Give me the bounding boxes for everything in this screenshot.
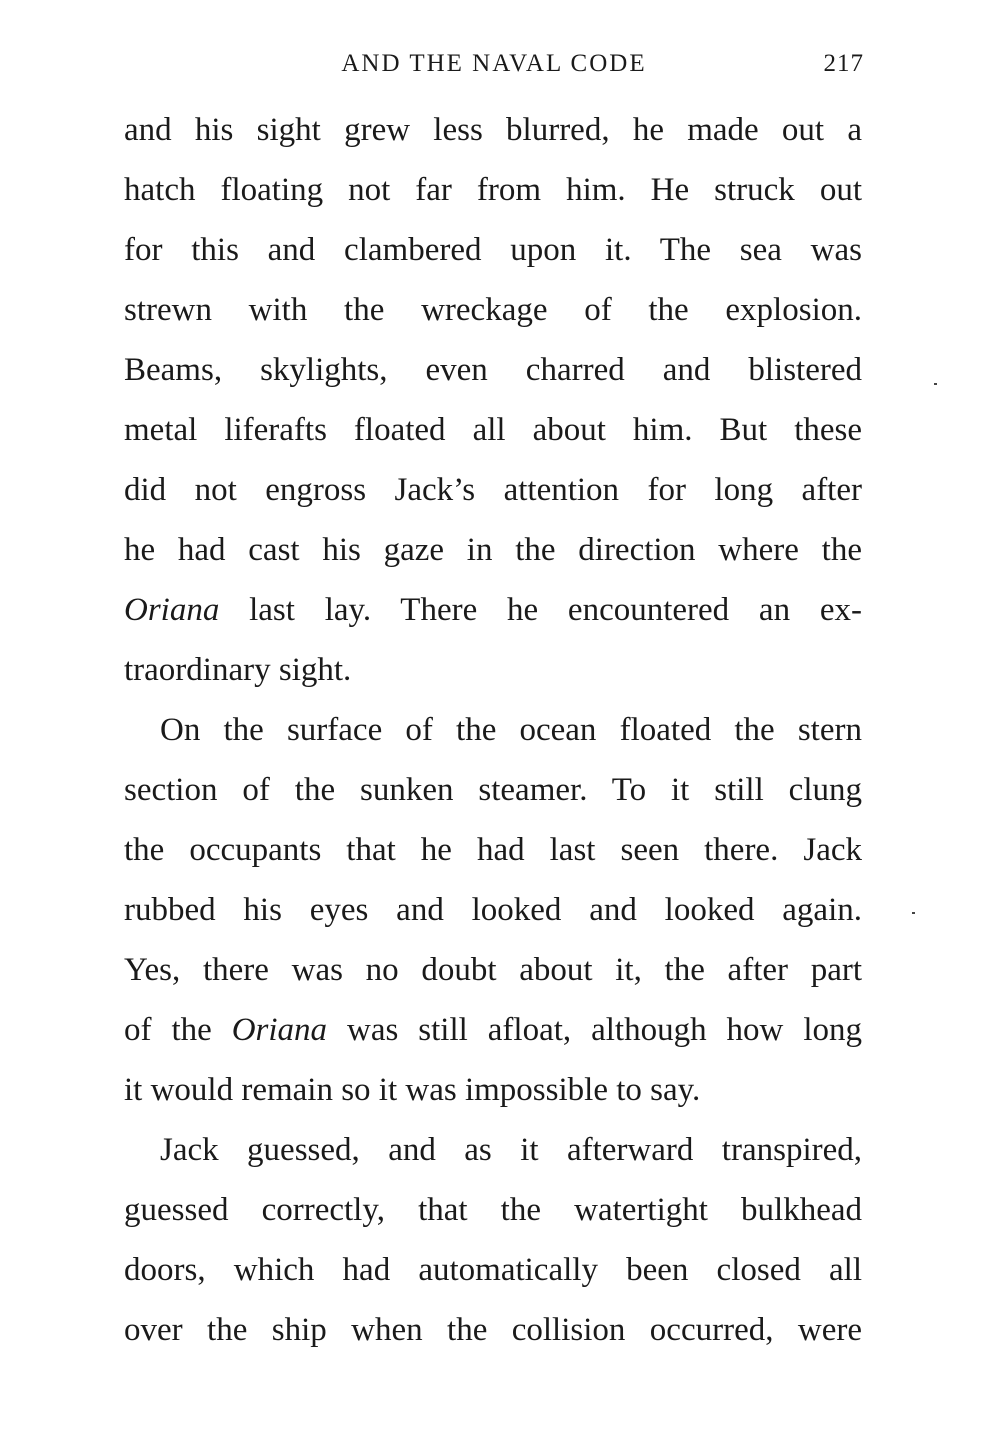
running-head <box>124 50 864 86</box>
line-text: of the <box>124 1012 232 1048</box>
text-line <box>124 580 862 640</box>
running-title: AND THE NAVAL CODE <box>341 50 647 77</box>
text-line: guessed correctly, that the watertight bulkhead <box>124 1192 862 1228</box>
paragraph-start-line: On the surface of the ocean floated the stern <box>160 712 862 748</box>
paragraph-end-line: traordinary sight. <box>124 652 352 688</box>
text-line: Yes, there was no doubt about it, the after part <box>124 952 862 988</box>
ship-name: Oriana <box>231 1012 328 1048</box>
text-line: for this and clambered upon it. The sea was <box>124 232 862 268</box>
ship-name: Oriana <box>124 592 220 628</box>
text-line: did not engross Jack’s attention for long after <box>124 472 862 508</box>
text-line: the occupants that he had last seen there. Jack <box>124 832 862 868</box>
text-line: he had cast his gaze in the direction where the <box>124 532 862 568</box>
line-text: was still afloat, although how long <box>327 1012 862 1048</box>
ink-speck <box>912 912 915 914</box>
text-line: hatch floating not far from him. He struck out <box>124 172 862 208</box>
ink-speck <box>934 383 937 385</box>
text-line: doors, which had automatically been closed all <box>124 1252 862 1288</box>
text-line: and his sight grew less blurred, he made out a <box>124 112 862 148</box>
line-text: last lay. There he encountered an ex- <box>219 592 862 628</box>
text-line: over the ship when the collision occurred, were <box>124 1312 862 1348</box>
text-line: section of the sunken steamer. To it still clung <box>124 772 862 808</box>
paragraph-start-line: Jack guessed, and as it afterward transpired, <box>160 1132 862 1168</box>
text-line: metal liferafts floated all about him. But these <box>124 412 862 448</box>
text-line: Beams, skylights, even charred and blistered <box>124 352 862 388</box>
text-line <box>124 1000 862 1060</box>
body-text <box>124 100 862 1360</box>
text-line: strewn with the wreckage of the explosion. <box>124 292 862 328</box>
page-number: 217 <box>823 50 864 77</box>
paragraph-end-line: it would remain so it was impossible to say. <box>124 1072 701 1108</box>
text-line: rubbed his eyes and looked and looked again. <box>124 892 862 928</box>
